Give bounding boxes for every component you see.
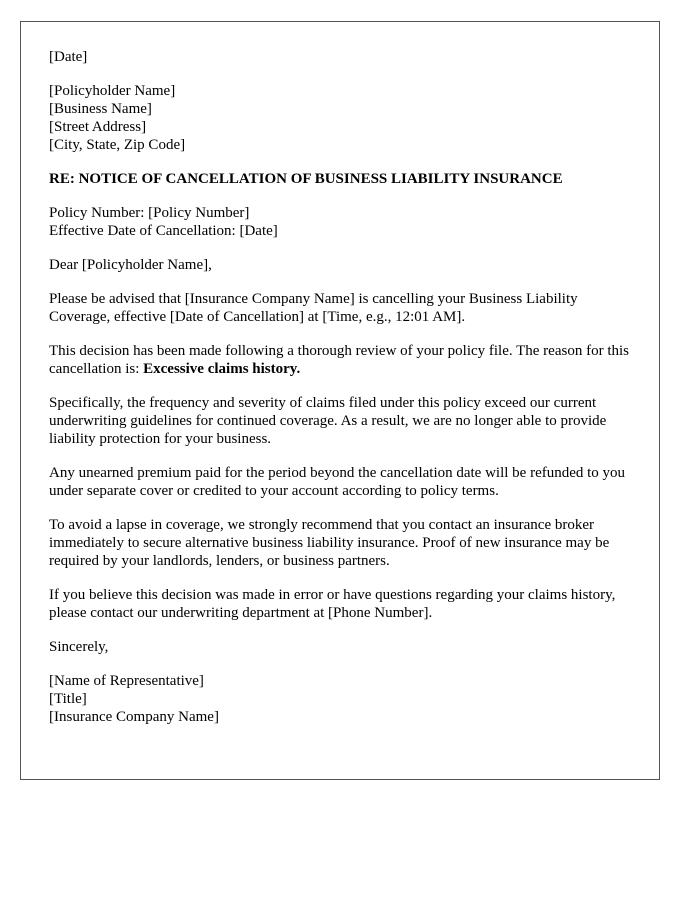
letter-date xyxy=(49,48,631,66)
signature-block xyxy=(49,672,631,726)
closing: Sincerely, xyxy=(49,639,109,655)
recipient-name: [Policyholder Name] xyxy=(49,83,176,99)
signature-title: [Title] xyxy=(49,691,87,707)
signature-company: [Insurance Company Name] xyxy=(49,709,219,725)
paragraph-reason xyxy=(49,342,631,378)
reason-text: Excessive claims history. xyxy=(143,361,301,377)
recipient-business: [Business Name] xyxy=(49,101,152,117)
effective-date: Effective Date of Cancellation: [Date] xyxy=(49,223,278,239)
paragraph-contact: If you believe this decision was made in error or have questions regarding your claims history, please contact our underwriting department at [Phone Number]. xyxy=(49,587,616,621)
letter-subject: RE: NOTICE OF CANCELLATION OF BUSINESS LIABILITY INSURANCE xyxy=(49,171,563,187)
policy-details xyxy=(49,204,631,240)
recipient-street: [Street Address] xyxy=(49,119,147,135)
signature-name: [Name of Representative] xyxy=(49,673,204,689)
letter-page xyxy=(20,21,660,780)
recipient-city: [City, State, Zip Code] xyxy=(49,137,186,153)
paragraph-notice: Please be advised that [Insurance Company Name] is cancelling your Business Liability Coverage, effective [Date of Cancellation] at [Time, e.g., 12:01 AM]. xyxy=(49,291,578,325)
salutation: Dear [Policyholder Name], xyxy=(49,257,212,273)
policy-number: Policy Number: [Policy Number] xyxy=(49,205,250,221)
reason-lead: This decision has been made following a thorough review of your policy file. The reason for this cancellation is: xyxy=(49,343,629,377)
paragraph-details: Specifically, the frequency and severity of claims filed under this policy exceed our current underwriting guidelines for continued coverage. As a result, we are no longer able to provide liability protection for your business. xyxy=(49,395,607,447)
paragraph-recommendation: To avoid a lapse in coverage, we strongly recommend that you contact an insurance broker immediately to secure alternative business liability insurance. Proof of new insurance may be required by your landlords, lenders, or business partners. xyxy=(49,517,610,569)
paragraph-refund: Any unearned premium paid for the period beyond the cancellation date will be refunded to you under separate cover or credited to your account according to policy terms. xyxy=(49,465,626,499)
recipient-address xyxy=(49,82,631,154)
date-text: [Date] xyxy=(49,49,88,65)
